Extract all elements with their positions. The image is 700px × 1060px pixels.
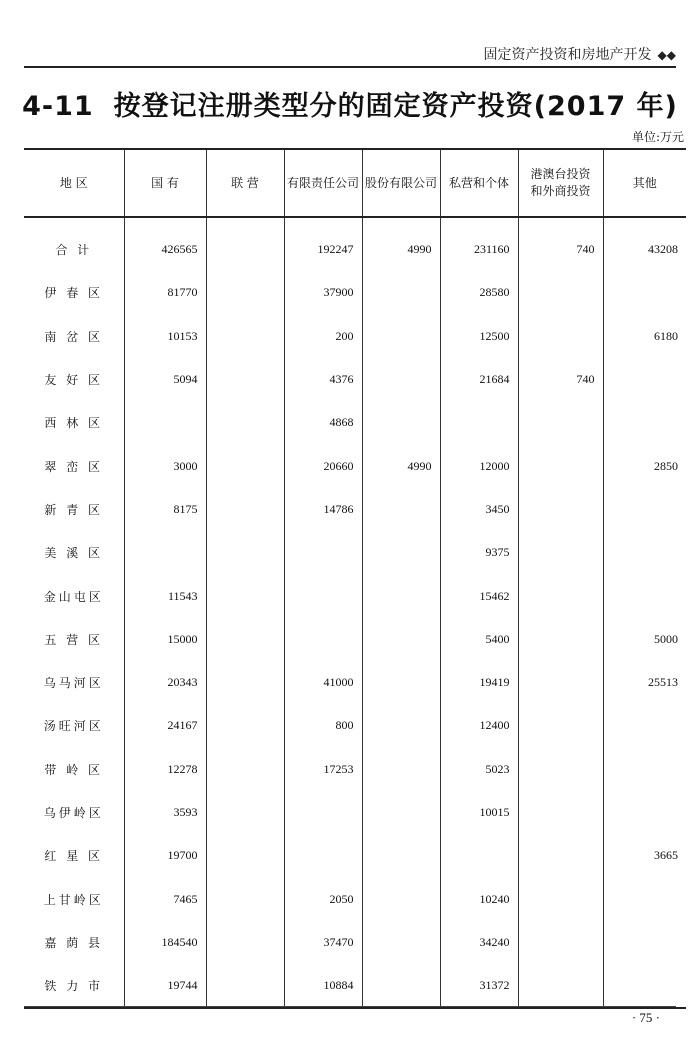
value-cell bbox=[603, 358, 686, 401]
value-cell bbox=[362, 531, 440, 574]
value-cell: 19700 bbox=[124, 834, 206, 877]
unit-label: 单位:万元 bbox=[631, 130, 684, 144]
value-cell: 12278 bbox=[124, 748, 206, 791]
value-cell bbox=[362, 401, 440, 444]
value-cell bbox=[206, 574, 284, 617]
value-cell bbox=[518, 618, 603, 661]
value-cell bbox=[518, 704, 603, 747]
value-cell bbox=[206, 791, 284, 834]
value-cell bbox=[206, 531, 284, 574]
value-cell bbox=[284, 574, 362, 617]
value-cell bbox=[206, 401, 284, 444]
table-number: 4-11 bbox=[22, 91, 94, 122]
value-cell: 3665 bbox=[603, 834, 686, 877]
value-cell: 800 bbox=[284, 704, 362, 747]
value-cell: 192247 bbox=[284, 217, 362, 271]
value-cell: 41000 bbox=[284, 661, 362, 704]
table-row bbox=[24, 315, 686, 358]
value-cell bbox=[362, 618, 440, 661]
value-cell bbox=[518, 401, 603, 444]
value-cell: 15462 bbox=[440, 574, 518, 617]
value-cell bbox=[206, 271, 284, 314]
value-cell bbox=[362, 834, 440, 877]
value-cell: 81770 bbox=[124, 271, 206, 314]
region-cell: 金山屯区 bbox=[43, 589, 104, 604]
value-cell: 200 bbox=[284, 315, 362, 358]
value-cell bbox=[362, 315, 440, 358]
table-row bbox=[24, 444, 686, 487]
table-row bbox=[24, 661, 686, 704]
value-cell: 231160 bbox=[440, 217, 518, 271]
value-cell bbox=[206, 877, 284, 920]
region-cell: 新 青 区 bbox=[44, 502, 104, 517]
diamond-marks: ◆◆ bbox=[657, 48, 676, 62]
value-cell: 4990 bbox=[362, 444, 440, 487]
table-row bbox=[24, 217, 686, 271]
value-cell: 10884 bbox=[284, 964, 362, 1008]
value-cell bbox=[284, 531, 362, 574]
table-row bbox=[24, 618, 686, 661]
value-cell: 2850 bbox=[603, 444, 686, 487]
value-cell: 19419 bbox=[440, 661, 518, 704]
value-cell: 24167 bbox=[124, 704, 206, 747]
value-cell bbox=[362, 748, 440, 791]
value-cell bbox=[284, 834, 362, 877]
value-cell bbox=[603, 704, 686, 747]
value-cell: 8175 bbox=[124, 488, 206, 531]
value-cell: 5094 bbox=[124, 358, 206, 401]
value-cell: 11543 bbox=[124, 574, 206, 617]
value-cell bbox=[518, 661, 603, 704]
value-cell bbox=[362, 661, 440, 704]
value-cell: 6180 bbox=[603, 315, 686, 358]
value-cell: 37900 bbox=[284, 271, 362, 314]
value-cell bbox=[518, 531, 603, 574]
footer-rule bbox=[24, 1006, 676, 1007]
value-cell: 5023 bbox=[440, 748, 518, 791]
value-cell bbox=[603, 748, 686, 791]
region-cell: 带 岭 区 bbox=[44, 762, 104, 777]
value-cell bbox=[206, 217, 284, 271]
running-head-title: 固定资产投资和房地产开发 bbox=[483, 47, 652, 63]
value-cell bbox=[124, 401, 206, 444]
value-cell bbox=[603, 877, 686, 920]
value-cell: 10153 bbox=[124, 315, 206, 358]
value-cell: 5400 bbox=[440, 618, 518, 661]
value-cell bbox=[206, 488, 284, 531]
value-cell: 25513 bbox=[603, 661, 686, 704]
value-cell bbox=[362, 704, 440, 747]
value-cell bbox=[362, 791, 440, 834]
table-row bbox=[24, 834, 686, 877]
value-cell: 14786 bbox=[284, 488, 362, 531]
column-header: 股份有限公司 bbox=[362, 149, 440, 217]
region-cell: 美 溪 区 bbox=[44, 546, 104, 561]
value-cell bbox=[518, 488, 603, 531]
value-cell bbox=[603, 921, 686, 964]
value-cell: 12000 bbox=[440, 444, 518, 487]
value-cell bbox=[362, 574, 440, 617]
value-cell: 426565 bbox=[124, 217, 206, 271]
value-cell bbox=[518, 444, 603, 487]
value-cell bbox=[603, 791, 686, 834]
table-row bbox=[24, 704, 686, 747]
value-cell: 17253 bbox=[284, 748, 362, 791]
value-cell bbox=[362, 877, 440, 920]
table-header-row bbox=[24, 149, 686, 217]
value-cell bbox=[603, 271, 686, 314]
column-header: 地 区 bbox=[24, 149, 124, 217]
value-cell: 37470 bbox=[284, 921, 362, 964]
table-row bbox=[24, 877, 686, 920]
value-cell bbox=[206, 444, 284, 487]
value-cell: 740 bbox=[518, 358, 603, 401]
value-cell: 12500 bbox=[440, 315, 518, 358]
value-cell bbox=[603, 964, 686, 1008]
value-cell: 20343 bbox=[124, 661, 206, 704]
value-cell bbox=[603, 488, 686, 531]
value-cell bbox=[206, 921, 284, 964]
region-cell: 伊 春 区 bbox=[44, 286, 104, 301]
column-header: 联 营 bbox=[206, 149, 284, 217]
value-cell: 34240 bbox=[440, 921, 518, 964]
value-cell: 19744 bbox=[124, 964, 206, 1008]
value-cell: 3000 bbox=[124, 444, 206, 487]
table-row bbox=[24, 401, 686, 444]
value-cell: 10240 bbox=[440, 877, 518, 920]
value-cell: 28580 bbox=[440, 271, 518, 314]
table-row bbox=[24, 271, 686, 314]
value-cell: 740 bbox=[518, 217, 603, 271]
table-row bbox=[24, 964, 686, 1008]
value-cell bbox=[518, 315, 603, 358]
value-cell bbox=[362, 964, 440, 1008]
region-cell: 西 林 区 bbox=[44, 416, 104, 431]
value-cell bbox=[518, 574, 603, 617]
value-cell: 21684 bbox=[440, 358, 518, 401]
value-cell: 184540 bbox=[124, 921, 206, 964]
running-head bbox=[484, 44, 676, 64]
region-cell: 乌马河区 bbox=[43, 676, 104, 691]
value-cell: 9375 bbox=[440, 531, 518, 574]
region-cell: 合 计 bbox=[55, 243, 93, 258]
column-header: 私营和个体 bbox=[440, 149, 518, 217]
value-cell: 4376 bbox=[284, 358, 362, 401]
table-row bbox=[24, 921, 686, 964]
column-header: 其他 bbox=[603, 149, 686, 217]
value-cell bbox=[518, 271, 603, 314]
value-cell: 12400 bbox=[440, 704, 518, 747]
table-row bbox=[24, 748, 686, 791]
value-cell: 5000 bbox=[603, 618, 686, 661]
value-cell bbox=[362, 488, 440, 531]
region-cell: 乌伊岭区 bbox=[43, 806, 104, 820]
investment-table bbox=[24, 148, 686, 1009]
value-cell: 2050 bbox=[284, 877, 362, 920]
region-cell: 铁 力 市 bbox=[24, 964, 124, 1008]
region-cell: 翠 峦 区 bbox=[44, 459, 104, 474]
value-cell bbox=[284, 791, 362, 834]
value-cell bbox=[603, 401, 686, 444]
column-header: 港澳台投资 和外商投资 bbox=[518, 149, 603, 217]
value-cell bbox=[362, 271, 440, 314]
value-cell bbox=[518, 921, 603, 964]
value-cell: 3593 bbox=[124, 791, 206, 834]
region-cell: 南 岔 区 bbox=[44, 329, 104, 344]
column-header: 有限责任公司 bbox=[284, 149, 362, 217]
value-cell: 3450 bbox=[440, 488, 518, 531]
table-row bbox=[24, 358, 686, 401]
region-cell: 上甘岭区 bbox=[43, 892, 104, 907]
value-cell bbox=[206, 964, 284, 1008]
value-cell bbox=[518, 748, 603, 791]
value-cell bbox=[206, 834, 284, 877]
value-cell: 15000 bbox=[124, 618, 206, 661]
value-cell bbox=[518, 791, 603, 834]
value-cell bbox=[518, 964, 603, 1008]
value-cell bbox=[603, 574, 686, 617]
column-header: 国 有 bbox=[124, 149, 206, 217]
value-cell bbox=[362, 358, 440, 401]
region-cell: 友 好 区 bbox=[44, 373, 104, 388]
region-cell: 五 营 区 bbox=[44, 632, 104, 647]
value-cell bbox=[518, 877, 603, 920]
value-cell: 31372 bbox=[440, 964, 518, 1008]
table-title bbox=[0, 84, 700, 123]
value-cell bbox=[362, 921, 440, 964]
value-cell bbox=[206, 618, 284, 661]
value-cell bbox=[440, 401, 518, 444]
value-cell bbox=[206, 661, 284, 704]
table-body bbox=[24, 217, 686, 1008]
value-cell bbox=[206, 315, 284, 358]
header-rule bbox=[24, 66, 676, 68]
value-cell bbox=[124, 531, 206, 574]
page-number: · 75 · bbox=[631, 1010, 660, 1025]
value-cell: 7465 bbox=[124, 877, 206, 920]
value-cell bbox=[603, 531, 686, 574]
value-cell bbox=[518, 834, 603, 877]
value-cell bbox=[284, 618, 362, 661]
value-cell: 43208 bbox=[603, 217, 686, 271]
table-row bbox=[24, 791, 686, 834]
value-cell: 20660 bbox=[284, 444, 362, 487]
value-cell: 4868 bbox=[284, 401, 362, 444]
value-cell bbox=[206, 704, 284, 747]
value-cell bbox=[440, 834, 518, 877]
table-row bbox=[24, 531, 686, 574]
value-cell bbox=[206, 748, 284, 791]
value-cell bbox=[206, 358, 284, 401]
region-cell: 嘉 荫 县 bbox=[44, 935, 104, 950]
table-title-text: 按登记注册类型分的固定资产投资(2017 年) bbox=[113, 91, 678, 122]
region-cell: 红 星 区 bbox=[44, 849, 104, 864]
table-row bbox=[24, 574, 686, 617]
value-cell: 10015 bbox=[440, 791, 518, 834]
table-row bbox=[24, 488, 686, 531]
value-cell: 4990 bbox=[362, 217, 440, 271]
region-cell: 汤旺河区 bbox=[43, 719, 104, 734]
